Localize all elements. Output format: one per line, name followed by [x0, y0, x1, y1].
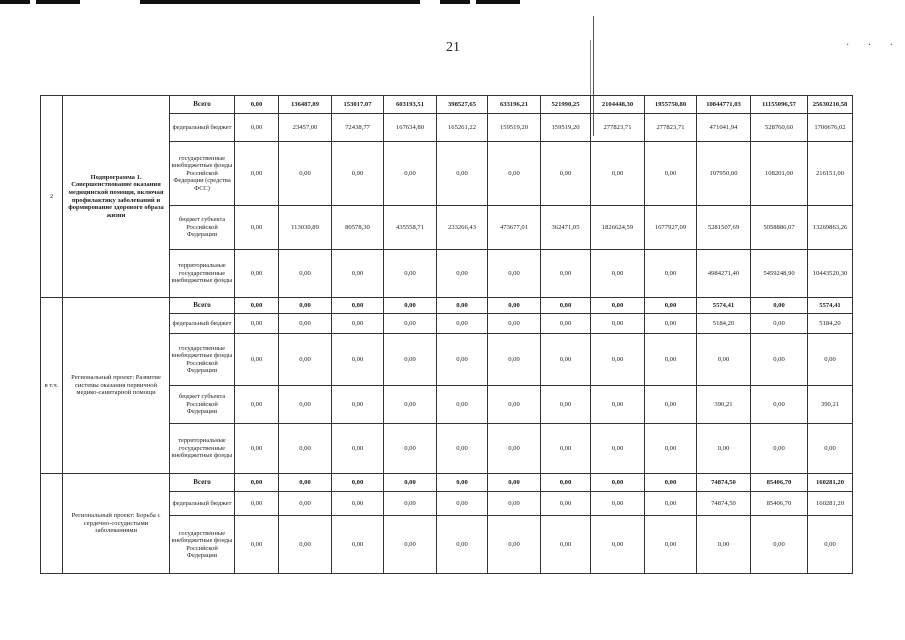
amount-cell: 1700676,02 [808, 114, 853, 142]
amount-cell: 0,00 [591, 314, 645, 334]
amount-cell: 0,00 [279, 516, 332, 574]
amount-cell: 0,00 [437, 142, 488, 206]
budget-table-body [41, 96, 853, 574]
amount-cell: 80578,30 [332, 206, 384, 250]
amount-cell: 153017,07 [332, 96, 384, 114]
amount-cell: 471041,94 [697, 114, 751, 142]
amount-cell: 0,00 [541, 314, 591, 334]
amount-cell: 0,00 [488, 250, 541, 298]
amount-cell: 0,00 [751, 424, 808, 474]
amount-cell: 5184,20 [808, 314, 853, 334]
section-name: Региональный проект: Борьба с сердечно-сосудистыми заболеваниями [63, 474, 170, 574]
amount-cell: 0,00 [235, 474, 279, 492]
amount-cell: 136487,89 [279, 96, 332, 114]
amount-cell: 0,00 [384, 474, 437, 492]
amount-cell: 0,00 [235, 96, 279, 114]
amount-cell: 0,00 [488, 142, 541, 206]
funding-source: Всего [170, 298, 235, 314]
amount-cell: 5058886,07 [751, 206, 808, 250]
amount-cell: 0,00 [332, 474, 384, 492]
amount-cell: 277823,71 [591, 114, 645, 142]
amount-cell: 0,00 [235, 206, 279, 250]
amount-cell: 72438,77 [332, 114, 384, 142]
amount-cell: 0,00 [645, 334, 697, 386]
amount-cell: 0,00 [235, 516, 279, 574]
section-number: 2 [41, 96, 63, 298]
amount-cell: 0,00 [384, 492, 437, 516]
amount-cell: 0,00 [645, 474, 697, 492]
amount-cell: 0,00 [591, 142, 645, 206]
amount-cell: 0,00 [332, 298, 384, 314]
amount-cell: 277823,71 [645, 114, 697, 142]
amount-cell: 85406,70 [751, 492, 808, 516]
scan-edge-line [590, 40, 591, 100]
amount-cell: 1955750,80 [645, 96, 697, 114]
amount-cell: 0,00 [488, 424, 541, 474]
amount-cell: 5459248,90 [751, 250, 808, 298]
amount-cell: 0,00 [235, 334, 279, 386]
amount-cell: 0,00 [332, 386, 384, 424]
budget-table [40, 95, 853, 574]
amount-cell: 0,00 [332, 334, 384, 386]
amount-cell: 0,00 [488, 492, 541, 516]
funding-source: Всего [170, 96, 235, 114]
amount-cell: 0,00 [591, 492, 645, 516]
amount-cell: 74874,50 [697, 474, 751, 492]
amount-cell: 0,00 [591, 334, 645, 386]
amount-cell: 159519,20 [541, 114, 591, 142]
amount-cell: 0,00 [279, 492, 332, 516]
amount-cell: 473677,01 [488, 206, 541, 250]
amount-cell: 23457,00 [279, 114, 332, 142]
amount-cell: 167634,80 [384, 114, 437, 142]
funding-source: государственные внебюджетные фонды Российской Федерации [170, 516, 235, 574]
amount-cell: 0,00 [541, 334, 591, 386]
amount-cell: 0,00 [235, 386, 279, 424]
section-number: в т.ч. [41, 298, 63, 474]
amount-cell: 0,00 [645, 298, 697, 314]
amount-cell: 0,00 [384, 298, 437, 314]
amount-cell: 0,00 [437, 334, 488, 386]
amount-cell: 0,00 [751, 298, 808, 314]
table-row [41, 298, 853, 314]
amount-cell: 160281,20 [808, 492, 853, 516]
amount-cell: 0,00 [541, 298, 591, 314]
amount-cell: 0,00 [332, 314, 384, 334]
amount-cell: 0,00 [437, 492, 488, 516]
amount-cell: 13269863,26 [808, 206, 853, 250]
amount-cell: 0,00 [235, 424, 279, 474]
table-row [41, 96, 853, 114]
amount-cell: 0,00 [384, 516, 437, 574]
amount-cell: 1677927,09 [645, 206, 697, 250]
amount-cell: 0,00 [808, 424, 853, 474]
funding-source: территориальные государственные внебюджетные фонды [170, 424, 235, 474]
amount-cell: 633196,21 [488, 96, 541, 114]
amount-cell: 0,00 [751, 334, 808, 386]
amount-cell: 0,00 [645, 386, 697, 424]
amount-cell: 0,00 [384, 386, 437, 424]
amount-cell: 435558,71 [384, 206, 437, 250]
amount-cell: 0,00 [384, 250, 437, 298]
amount-cell: 159519,20 [488, 114, 541, 142]
amount-cell: 0,00 [235, 142, 279, 206]
amount-cell: 0,00 [808, 334, 853, 386]
page-number: 21 [446, 40, 460, 55]
amount-cell: 0,00 [751, 516, 808, 574]
amount-cell: 0,00 [541, 492, 591, 516]
amount-cell: 0,00 [751, 314, 808, 334]
amount-cell: 0,00 [437, 516, 488, 574]
amount-cell: 0,00 [645, 424, 697, 474]
section-name: Региональный проект: Развитие системы оказания первичной медико-санитарной помощи [63, 298, 170, 474]
amount-cell: 0,00 [279, 386, 332, 424]
amount-cell: 5281507,69 [697, 206, 751, 250]
amount-cell: 0,00 [279, 314, 332, 334]
amount-cell: 0,00 [541, 516, 591, 574]
funding-source: бюджет субъекта Российской Федерации [170, 386, 235, 424]
amount-cell: 0,00 [488, 314, 541, 334]
amount-cell: 0,00 [591, 424, 645, 474]
amount-cell: 0,00 [332, 142, 384, 206]
amount-cell: 0,00 [697, 516, 751, 574]
amount-cell: 0,00 [591, 386, 645, 424]
amount-cell: 85406,70 [751, 474, 808, 492]
amount-cell: 0,00 [541, 250, 591, 298]
amount-cell: 0,00 [645, 492, 697, 516]
amount-cell: 0,00 [645, 250, 697, 298]
amount-cell: 0,00 [488, 386, 541, 424]
amount-cell: 390,21 [808, 386, 853, 424]
amount-cell: 25630210,58 [808, 96, 853, 114]
amount-cell: 0,00 [235, 114, 279, 142]
amount-cell: 0,00 [437, 424, 488, 474]
funding-source: государственные внебюджетные фонды Российской Федерации [170, 334, 235, 386]
funding-source: федеральный бюджет [170, 492, 235, 516]
amount-cell: 5574,41 [808, 298, 853, 314]
amount-cell: 0,00 [235, 314, 279, 334]
amount-cell: 0,00 [488, 474, 541, 492]
amount-cell: 0,00 [235, 250, 279, 298]
amount-cell: 0,00 [332, 250, 384, 298]
amount-cell: 0,00 [384, 314, 437, 334]
amount-cell: 362471,05 [541, 206, 591, 250]
amount-cell: 0,00 [437, 314, 488, 334]
amount-cell: 10443520,30 [808, 250, 853, 298]
amount-cell: 0,00 [541, 474, 591, 492]
amount-cell: 0,00 [591, 250, 645, 298]
amount-cell: 160281,20 [808, 474, 853, 492]
amount-cell: 0,00 [332, 492, 384, 516]
amount-cell: 165261,22 [437, 114, 488, 142]
amount-cell: 0,00 [645, 142, 697, 206]
amount-cell: 0,00 [384, 142, 437, 206]
amount-cell: 398527,65 [437, 96, 488, 114]
amount-cell: 0,00 [279, 142, 332, 206]
funding-source: государственные внебюджетные фонды Российской Федерации (средства ФСС) [170, 142, 235, 206]
funding-source: федеральный бюджет [170, 114, 235, 142]
amount-cell: 0,00 [697, 424, 751, 474]
amount-cell: 0,00 [645, 516, 697, 574]
scan-top-artifact [0, 0, 520, 4]
section-name: Подпрограмма 1. Совершенствование оказания медицинской помощи, включая профилактику заболеваний и формирование здорового образа жизни [63, 96, 170, 298]
amount-cell: 0,00 [808, 516, 853, 574]
amount-cell: 0,00 [437, 298, 488, 314]
amount-cell: 0,00 [279, 298, 332, 314]
amount-cell: 0,00 [437, 250, 488, 298]
amount-cell: 0,00 [279, 250, 332, 298]
amount-cell: 0,00 [437, 386, 488, 424]
amount-cell: 0,00 [541, 424, 591, 474]
amount-cell: 0,00 [645, 314, 697, 334]
amount-cell: 1826624,59 [591, 206, 645, 250]
amount-cell: 528760,60 [751, 114, 808, 142]
amount-cell: 0,00 [591, 474, 645, 492]
amount-cell: 0,00 [591, 516, 645, 574]
amount-cell: 0,00 [235, 298, 279, 314]
amount-cell: 0,00 [591, 298, 645, 314]
amount-cell: 0,00 [437, 474, 488, 492]
amount-cell: 0,00 [488, 516, 541, 574]
amount-cell: 5574,41 [697, 298, 751, 314]
amount-cell: 0,00 [332, 424, 384, 474]
funding-source: федеральный бюджет [170, 314, 235, 334]
amount-cell: 2104448,30 [591, 96, 645, 114]
amount-cell: 0,00 [541, 142, 591, 206]
scan-dots: · · · [846, 40, 901, 51]
table-row [41, 474, 853, 492]
amount-cell: 521990,25 [541, 96, 591, 114]
amount-cell: 0,00 [697, 334, 751, 386]
amount-cell: 0,00 [279, 474, 332, 492]
amount-cell: 0,00 [384, 424, 437, 474]
amount-cell: 0,00 [488, 334, 541, 386]
amount-cell: 74874,50 [697, 492, 751, 516]
amount-cell: 11155096,57 [751, 96, 808, 114]
amount-cell: 603193,51 [384, 96, 437, 114]
section-number [41, 474, 63, 574]
funding-source: территориальные государственные внебюджетные фонды [170, 250, 235, 298]
amount-cell: 216151,00 [808, 142, 853, 206]
amount-cell: 0,00 [235, 492, 279, 516]
amount-cell: 390,21 [697, 386, 751, 424]
amount-cell: 4984271,40 [697, 250, 751, 298]
funding-source: бюджет субъекта Российской Федерации [170, 206, 235, 250]
amount-cell: 0,00 [541, 386, 591, 424]
amount-cell: 0,00 [279, 334, 332, 386]
amount-cell: 10844771,03 [697, 96, 751, 114]
amount-cell: 0,00 [279, 424, 332, 474]
amount-cell: 0,00 [488, 298, 541, 314]
amount-cell: 0,00 [332, 516, 384, 574]
amount-cell: 108201,00 [751, 142, 808, 206]
amount-cell: 5184,20 [697, 314, 751, 334]
amount-cell: 233266,43 [437, 206, 488, 250]
amount-cell: 0,00 [384, 334, 437, 386]
amount-cell: 113030,89 [279, 206, 332, 250]
funding-source: Всего [170, 474, 235, 492]
amount-cell: 107950,00 [697, 142, 751, 206]
amount-cell: 0,00 [751, 386, 808, 424]
